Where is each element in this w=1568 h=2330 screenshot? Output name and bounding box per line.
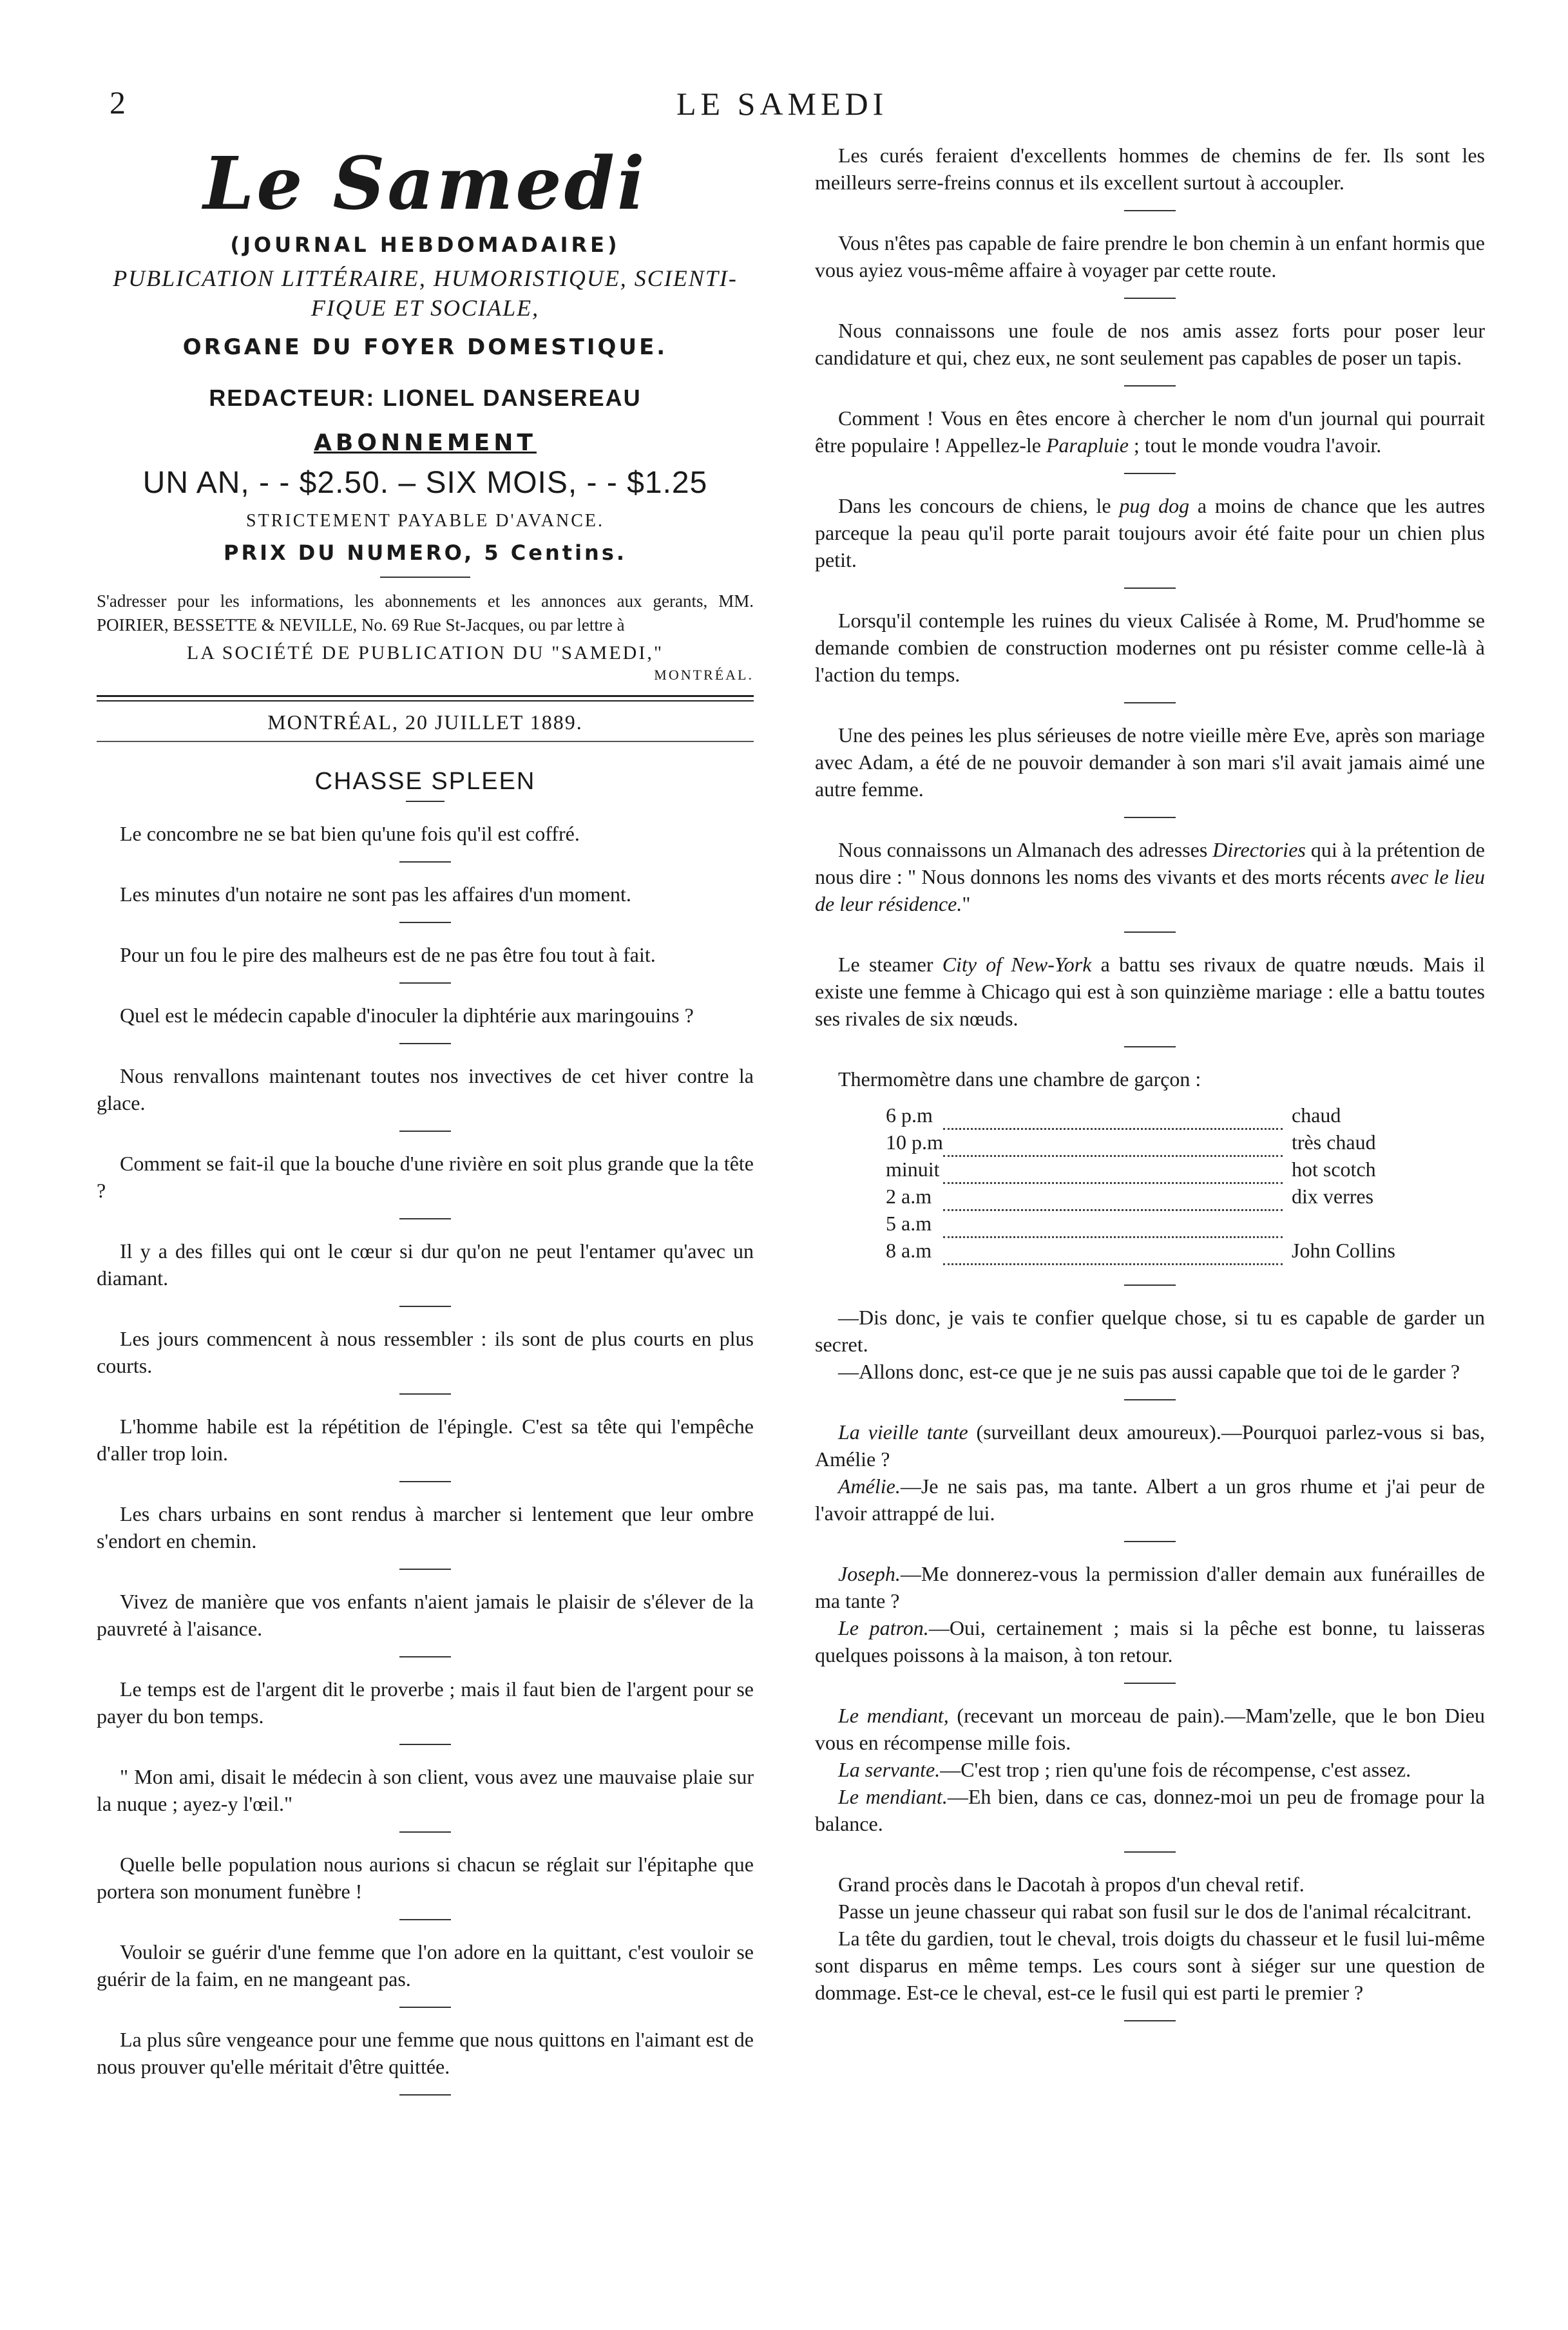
paragraph	[815, 492, 1485, 573]
masthead-redacteur: REDACTEUR: LIONEL DANSEREAU	[209, 385, 642, 411]
text: —Oui, certainement ; mais si la pêche est bonne, tu laisseras quelques poissons à la maison, à ton retour.	[815, 1616, 1486, 1666]
paragraph: La tête du gardien, tout le cheval, trois doigts du chasseur et le fusil lui-même sont disparus en même temps. Les cours sont à siéger sur une question de dommage. Est-ce le cheval, est-ce le fusil qui est parti le premier ?	[815, 1926, 1485, 2004]
separator	[399, 1131, 451, 1132]
speaker: Le patron.	[838, 1616, 929, 1639]
paragraph: Vivez de manière que vos enfants n'aient jamais le plaisir de s'élever de la pauvreté à l'aisance.	[97, 1590, 754, 1640]
separator	[1124, 1683, 1176, 1684]
thermometer-row	[886, 1102, 1414, 1129]
masthead-rule	[380, 577, 470, 578]
publisher-city: MONTRÉAL.	[654, 667, 754, 683]
speaker: La servante.	[838, 1757, 941, 1781]
paragraph: Le temps est de l'argent dit le proverbe ; mais il faut bien de l'argent pour se payer du bon temps.	[97, 1677, 754, 1728]
dialogue-line	[815, 1614, 1485, 1668]
dialogue-line	[815, 1783, 1485, 1837]
paragraph: Passe un jeune chasseur qui rabat son fusil sur le dos de l'animal récalcitrant.	[838, 1899, 1472, 1923]
italic-text: Directories	[1212, 838, 1306, 861]
dot-leader	[943, 1210, 1283, 1237]
paragraph: Il y a des filles qui ont le cœur si dur qu'on ne peut l'entamer qu'avec un diamant.	[97, 1239, 754, 1290]
contact-address: S'adresser pour les informations, les abonnements et les annonces aux gerants, MM. POIRIER, BESSETTE & NEVILLE, No. 69 Rue St-Jacques, ou par lettre à	[97, 591, 754, 635]
separator	[1124, 817, 1176, 818]
description-line-1: PUBLICATION LITTÉRAIRE, HUMORISTIQUE, SCIENTI-	[113, 265, 738, 291]
paragraph: Grand procès dans le Dacotah à propos d'un cheval retif.	[838, 1872, 1305, 1896]
thermometer-value: très chaud	[1292, 1131, 1376, 1154]
section-title: CHASSE SPLEEN	[314, 768, 536, 795]
paragraph: " Mon ami, disait le médecin à son client, vous avez une mauvaise plaie sur la nuque ; ayez-y l'œil."	[97, 1765, 754, 1815]
text: a moins de chance que les autres parceque la peau qu'il porte parait toujours avoir été faite pour un chien plus petit.	[815, 494, 1486, 571]
italic-text: avec le lieu de leur résidence.	[815, 865, 1486, 915]
publisher-name: LA SOCIÉTÉ DE PUBLICATION DU "SAMEDI,"	[186, 642, 664, 664]
paragraph: Pour un fou le pire des malheurs est de ne pas être fou tout à fait.	[120, 943, 656, 966]
paragraph	[815, 405, 1485, 459]
speaker: Joseph.	[838, 1561, 901, 1585]
paragraph: Nous connaissons une foule de nos amis assez forts pour poser leur candidature et qui, chez eux, ne sont seulement pas capables de poser un tapis.	[815, 319, 1485, 369]
thermometer-value: chaud	[1292, 1103, 1341, 1127]
running-title: LE SAMEDI	[676, 86, 888, 122]
thermometer-time: 6 p.m	[886, 1103, 933, 1127]
dot-leader	[943, 1129, 1283, 1156]
thermometer-value	[1283, 1210, 1414, 1237]
separator	[399, 2007, 451, 2008]
separator	[399, 1831, 451, 1833]
speaker: Le mendiant,	[838, 1703, 949, 1727]
thermometer-table	[886, 1102, 1414, 1265]
double-rule	[97, 695, 754, 702]
right-column	[815, 142, 1485, 2039]
issue-price: PRIX DU NUMERO, 5 Centins.	[223, 540, 627, 565]
separator	[399, 861, 451, 863]
dialogue-line	[815, 1473, 1485, 1527]
separator	[399, 1744, 451, 1745]
thermometer-value: John Collins	[1292, 1239, 1395, 1262]
paragraph: Quelle belle population nous aurions si chacun se réglait sur l'épitaphe que portera son monument funèbre !	[97, 1853, 754, 1903]
thermometer-time: 5 a.m	[886, 1212, 932, 1235]
thermometer-time: minuit	[886, 1158, 940, 1181]
issue-date: MONTRÉAL, 20 JUILLET 1889.	[267, 711, 583, 734]
text: —Je ne sais pas, ma tante. Albert a un gros rhume et j'ai peur de l'avoir attrappé de lui.	[815, 1474, 1485, 1525]
thermometer-time: 2 a.m	[886, 1185, 932, 1208]
text: —Me donnerez-vous la permission d'aller demain aux funérailles de ma tante ?	[815, 1561, 1485, 1612]
masthead-title: Le Samedi	[203, 142, 647, 226]
thermometer-row	[886, 1237, 1414, 1264]
thermometer-time: 8 a.m	[886, 1239, 932, 1262]
separator	[399, 1569, 451, 1570]
paragraph	[815, 836, 1485, 917]
separator	[1124, 587, 1176, 589]
text: —Eh bien, dans ce cas, donnez-moi un peu de fromage pour la balance.	[815, 1784, 1486, 1835]
text: Le steamer	[838, 953, 942, 976]
dialogue-line	[815, 1418, 1485, 1473]
speaker: La vieille tante	[838, 1420, 968, 1444]
italic-text: pug dog	[1119, 494, 1190, 517]
thermometer-title: Thermomètre dans une chambre de garçon :	[838, 1067, 1201, 1091]
separator	[399, 1306, 451, 1307]
separator	[1124, 473, 1176, 474]
separator	[1124, 931, 1176, 933]
thermometer-value: dix verres	[1292, 1185, 1374, 1208]
masthead-organe: ORGANE DU FOYER DOMESTIQUE.	[182, 334, 668, 360]
thermometer-value: hot scotch	[1292, 1158, 1376, 1181]
text: ; tout le monde voudra l'avoir.	[1128, 434, 1382, 457]
paragraph: Les curés feraient d'excellents hommes de chemins de fer. Ils sont les meilleurs serre-freins connus et ils excellent surtout à accoupler.	[815, 144, 1485, 194]
thermometer-row	[886, 1156, 1414, 1183]
italic-text: Parapluie	[1046, 434, 1129, 457]
separator	[1124, 702, 1176, 703]
dot-leader	[943, 1237, 1283, 1264]
paragraph: La plus sûre vengeance pour une femme que nous quittons en l'aimant est de nous prouver qu'elle méritait d'être quittée.	[97, 2028, 754, 2078]
paragraph: L'homme habile est la répétition de l'épingle. C'est sa tête qui l'empêche d'aller trop loin.	[97, 1415, 754, 1465]
dialogue-line	[815, 1560, 1485, 1614]
text: a battu ses rivaux de quatre nœuds. Mais il existe une femme à Chicago qui est à son quinzième mariage : elle a battu toutes ses rivales de six nœuds.	[815, 953, 1486, 1030]
paragraph: Nous renvallons maintenant toutes nos invectives de cet hiver contre la glace.	[97, 1064, 754, 1114]
separator	[1124, 1399, 1176, 1400]
separator	[399, 1393, 451, 1395]
dialogue-line: —Dis donc, je vais te confier quelque chose, si tu es capable de garder un secret.	[815, 1305, 1485, 1356]
thermometer-time: 10 p.m	[886, 1131, 943, 1154]
text: (recevant un morceau de pain).—Mam'zelle, que le bon Dieu vous en récompense mille fois.	[815, 1703, 1486, 1754]
speaker: Amélie.	[838, 1474, 901, 1498]
description-line-2: FIQUE ET SOCIALE,	[311, 295, 540, 321]
paragraph: Une des peines les plus sérieuses de notre vieille mère Eve, après son mariage avec Adam, a été de ne pouvoir demander à son mari s'il avait jamais aimé une autre femme.	[815, 723, 1485, 801]
separator	[1124, 298, 1176, 299]
page-number: 2	[110, 84, 126, 120]
separator	[399, 922, 451, 923]
text: "	[962, 892, 971, 915]
italic-text: City of New-York	[942, 953, 1092, 976]
separator	[399, 1656, 451, 1657]
separator	[399, 982, 451, 984]
separator	[1124, 1046, 1176, 1047]
paragraph	[815, 951, 1485, 1032]
thermometer-row	[886, 1183, 1414, 1210]
separator	[399, 1919, 451, 1920]
separator	[406, 801, 445, 802]
masthead-description	[97, 263, 754, 323]
left-column	[97, 142, 754, 2114]
page-header	[0, 71, 1568, 135]
left-paragraph-list	[97, 820, 754, 2096]
text: Nous connaissons un Almanach des adresses	[838, 838, 1213, 861]
separator	[399, 1481, 451, 1482]
separator	[399, 2094, 451, 2096]
dialogue-line: —Allons donc, est-ce que je ne suis pas aussi capable que toi de le garder ?	[838, 1359, 1460, 1383]
dialogue-line	[815, 1756, 1485, 1783]
separator	[399, 1043, 451, 1044]
dot-leader	[943, 1102, 1283, 1129]
paragraph: Lorsqu'il contemple les ruines du vieux Calisée à Rome, M. Prud'homme se demande combien de construction modernes ont pu résister comme celle-là à l'action du temps.	[815, 609, 1485, 686]
paragraph: Vous n'êtes pas capable de faire prendre le bon chemin à un enfant hormis que vous ayiez vous-même affaire à voyager par cette route.	[815, 231, 1485, 282]
masthead-subtitle: (JOURNAL HEBDOMADAIRE)	[230, 233, 620, 257]
separator	[1124, 385, 1176, 387]
dot-leader	[943, 1156, 1283, 1183]
date-rule	[97, 741, 754, 742]
text: Comment ! Vous en êtes encore à chercher le nom d'un journal qui pourrait être populaire ! Appellez-le	[815, 406, 1485, 457]
separator	[399, 1218, 451, 1219]
paragraph: Comment se fait-il que la bouche d'une rivière en soit plus grande que la tête ?	[97, 1152, 754, 1202]
text: (surveillant deux amoureux).—Pourquoi parlez-vous si bas, Amélie ?	[815, 1420, 1486, 1471]
thermometer-row	[886, 1129, 1414, 1156]
separator	[1124, 1851, 1176, 1853]
separator	[1124, 1541, 1176, 1542]
text: Dans les concours de chiens, le	[838, 494, 1120, 517]
text: —C'est trop ; rien qu'une fois de récompense, c'est assez.	[940, 1757, 1411, 1781]
paragraph: Vouloir se guérir d'une femme que l'on adore en la quittant, c'est vouloir se guérir de la faim, en ne mangeant pas.	[97, 1940, 754, 1991]
paragraph: Quel est le médecin capable d'inoculer la diphtérie aux maringouins ?	[120, 1004, 694, 1027]
separator	[1124, 210, 1176, 211]
text: qui à la prétention de nous dire : " Nous donnons les noms des vivants et des morts récents	[815, 838, 1486, 888]
dialogue-line	[815, 1702, 1485, 1756]
paragraph: Les minutes d'un notaire ne sont pas les affaires d'un moment.	[120, 883, 631, 906]
separator	[1124, 1284, 1176, 1286]
masthead-abonnement: ABONNEMENT	[314, 430, 537, 456]
subscription-prices: UN AN, - - $2.50. – SIX MOIS, - - $1.25	[142, 466, 708, 500]
payment-terms: STRICTEMENT PAYABLE D'AVANCE.	[246, 511, 604, 531]
paragraph: Les jours commencent à nous ressembler : ils sont de plus courts en plus courts.	[97, 1327, 754, 1377]
thermometer-row	[886, 1210, 1414, 1237]
paragraph: Le concombre ne se bat bien qu'une fois qu'il est coffré.	[120, 822, 580, 845]
paragraph: Les chars urbains en sont rendus à marcher si lentement que leur ombre s'endort en chemin.	[97, 1502, 754, 1552]
dot-leader	[943, 1183, 1283, 1210]
speaker: Le mendiant.	[838, 1784, 948, 1808]
separator	[1124, 2020, 1176, 2021]
